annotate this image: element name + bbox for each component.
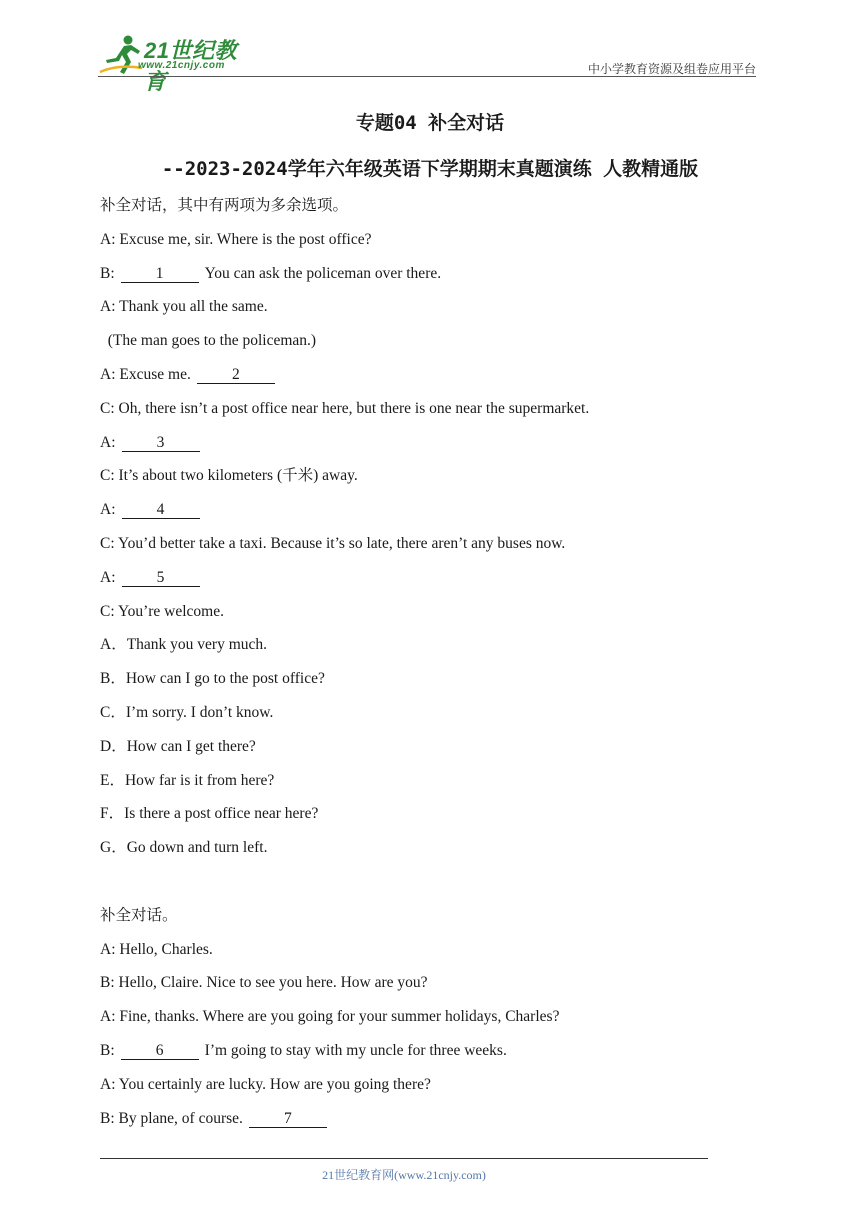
line-text: C．I’m sorry. I don’t know. — [100, 703, 274, 721]
runner-logo-icon — [98, 34, 146, 78]
line-text: A: Fine, thanks. Where are you going for your summer holidays, Charles? — [100, 1008, 560, 1026]
text-line — [100, 1108, 750, 1142]
line-text: A: Excuse me. — [100, 365, 191, 383]
answer-blank[interactable]: 2 — [197, 366, 275, 384]
text-line — [100, 533, 750, 567]
line-text-after-blank: You can ask the policeman over there. — [204, 264, 442, 282]
text-line — [100, 905, 750, 939]
line-text: A: — [100, 501, 116, 519]
line-text: C: Oh, there isn’t a post office near here, but there is one near the supermarket. — [100, 399, 590, 417]
line-text: B: By plane, of course. — [100, 1109, 243, 1127]
text-line — [100, 601, 750, 635]
line-text: A: — [100, 433, 116, 451]
line-text: B: Hello, Claire. Nice to see you here. How are you? — [100, 974, 428, 992]
line-text: A: You certainly are lucky. How are you going there? — [100, 1075, 431, 1093]
text-line — [100, 871, 750, 905]
line-text: B: — [100, 264, 115, 282]
text-line — [100, 702, 750, 736]
text-line — [100, 364, 750, 398]
line-text: G．Go down and turn left. — [100, 839, 268, 857]
line-text: C: You’re welcome. — [100, 602, 224, 620]
line-text: B．How can I go to the post office? — [100, 670, 325, 688]
answer-blank[interactable]: 6 — [121, 1042, 199, 1060]
exercise-content — [100, 195, 750, 1141]
line-text: 补全对话。 — [100, 906, 178, 924]
page-title: 专题04 补全对话 — [355, 112, 505, 134]
line-text: A: Hello, Charles. — [100, 940, 213, 958]
line-text: (The man goes to the policeman.) — [100, 332, 317, 350]
answer-blank[interactable]: 3 — [122, 434, 200, 452]
answer-blank[interactable]: 5 — [122, 569, 200, 587]
line-text-after-blank: I’m going to stay with my uncle for three weeks. — [204, 1041, 507, 1059]
text-line — [100, 296, 750, 330]
text-line — [100, 432, 750, 466]
text-line — [100, 736, 750, 770]
text-line — [100, 634, 750, 668]
header-tagline: 中小学教育资源及组卷应用平台 — [587, 62, 756, 76]
text-line — [100, 229, 750, 263]
footer-divider — [100, 1158, 708, 1159]
page-subtitle: --2023-2024学年六年级英语下学期期末真题演练 人教精通版 — [161, 158, 699, 180]
text-line — [100, 465, 750, 499]
logo-text: 21世纪教育 — [144, 38, 237, 94]
text-line — [100, 837, 750, 871]
text-line — [100, 972, 750, 1006]
footer-link[interactable]: 21世纪教育网(www.21cnjy.com) — [322, 1168, 486, 1182]
text-line — [100, 398, 750, 432]
page-header — [98, 28, 756, 94]
logo — [98, 34, 258, 94]
line-text: A: Thank you all the same. — [100, 298, 268, 316]
line-text: A: Excuse me, sir. Where is the post office? — [100, 230, 372, 248]
answer-blank[interactable]: 7 — [249, 1110, 327, 1128]
text-line — [100, 195, 750, 229]
logo-url: www.21cnjy.com — [138, 60, 225, 71]
text-line — [100, 1074, 750, 1108]
answer-blank[interactable]: 1 — [121, 265, 199, 283]
text-line — [100, 668, 750, 702]
line-text: F．Is there a post office near here? — [100, 805, 319, 823]
text-line — [100, 939, 750, 973]
line-text: C: You’d better take a taxi. Because it’s so late, there aren’t any buses now. — [100, 534, 566, 552]
line-text: D．How can I get there? — [100, 737, 256, 755]
text-line — [100, 1040, 750, 1074]
text-line — [100, 803, 750, 837]
answer-blank[interactable]: 4 — [122, 501, 200, 519]
text-line — [100, 770, 750, 804]
line-text: A: — [100, 568, 116, 586]
line-text: A．Thank you very much. — [100, 636, 268, 654]
line-text: 补全对话，其中有两项为多余选项。 — [100, 197, 349, 214]
text-line — [100, 330, 750, 364]
text-line — [100, 1006, 750, 1040]
line-text: C: It’s about two kilometers (千米) away. — [100, 467, 358, 485]
text-line — [100, 263, 750, 297]
text-line — [100, 499, 750, 533]
text-line — [100, 567, 750, 601]
line-text: E．How far is it from here? — [100, 771, 275, 789]
header-divider — [98, 76, 756, 77]
line-text: B: — [100, 1041, 115, 1059]
